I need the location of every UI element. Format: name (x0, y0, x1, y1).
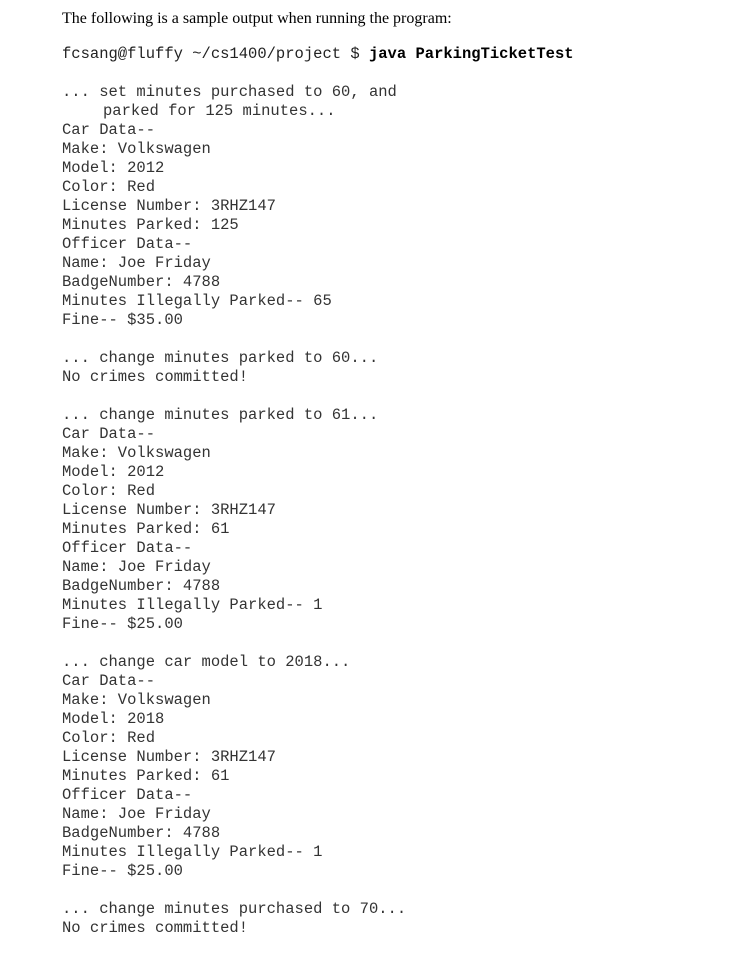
output-line: Model: 2012 (62, 159, 165, 177)
output-line: Officer Data-- (62, 539, 193, 557)
shell-prompt: fcsang@fluffy ~/cs1400/project $ (62, 45, 369, 63)
output-line: ... change car model to 2018... (62, 653, 351, 671)
output-block (62, 83, 741, 330)
output-line: ... change minutes parked to 60... (62, 349, 379, 367)
output-line: BadgeNumber: 4788 (62, 824, 221, 842)
output-line: Minutes Illegally Parked-- 1 (62, 843, 323, 861)
output-block (62, 900, 741, 938)
intro-paragraph: The following is a sample output when running the program: (62, 10, 452, 27)
output-line: Name: Joe Friday (62, 805, 211, 823)
run-command: java ParkingTicketTest (368, 45, 574, 63)
output-line: parked for 125 minutes... (103, 102, 336, 120)
output-line: ... set minutes purchased to 60, and (62, 83, 397, 101)
output-line: Officer Data-- (62, 235, 193, 253)
document-page (62, 9, 741, 957)
output-line: Make: Volkswagen (62, 691, 211, 709)
output-line: Model: 2018 (62, 710, 165, 728)
output-line: Officer Data-- (62, 786, 193, 804)
output-line: Name: Joe Friday (62, 558, 211, 576)
output-block (62, 653, 741, 881)
output-line: Minutes Illegally Parked-- 1 (62, 596, 323, 614)
output-line: No crimes committed! (62, 368, 249, 386)
output-line: No crimes committed! (62, 919, 249, 937)
output-line: Name: Joe Friday (62, 254, 211, 272)
output-line: License Number: 3RHZ147 (62, 748, 276, 766)
output-line: Color: Red (62, 729, 156, 747)
output-line: ... change minutes purchased to 70... (62, 900, 407, 918)
output-line: Fine-- $25.00 (62, 615, 183, 633)
output-line: Make: Volkswagen (62, 444, 211, 462)
output-block (62, 349, 741, 387)
output-line: Car Data-- (62, 121, 156, 139)
output-line: License Number: 3RHZ147 (62, 501, 276, 519)
output-line: Car Data-- (62, 425, 156, 443)
program-output (62, 83, 741, 938)
output-line: Minutes Parked: 61 (62, 520, 230, 538)
output-line: Color: Red (62, 482, 156, 500)
output-line: Car Data-- (62, 672, 156, 690)
output-line: ... change minutes parked to 61... (62, 406, 379, 424)
output-line: BadgeNumber: 4788 (62, 577, 221, 595)
output-line: Model: 2012 (62, 463, 165, 481)
command-line (62, 45, 741, 64)
output-line: Minutes Parked: 61 (62, 767, 230, 785)
output-line: Make: Volkswagen (62, 140, 211, 158)
output-line: Minutes Parked: 125 (62, 216, 239, 234)
output-line: Fine-- $35.00 (62, 311, 183, 329)
output-line: Color: Red (62, 178, 156, 196)
output-block (62, 406, 741, 634)
output-line: License Number: 3RHZ147 (62, 197, 276, 215)
output-line: Minutes Illegally Parked-- 65 (62, 292, 332, 310)
output-line: BadgeNumber: 4788 (62, 273, 221, 291)
output-line: Fine-- $25.00 (62, 862, 183, 880)
